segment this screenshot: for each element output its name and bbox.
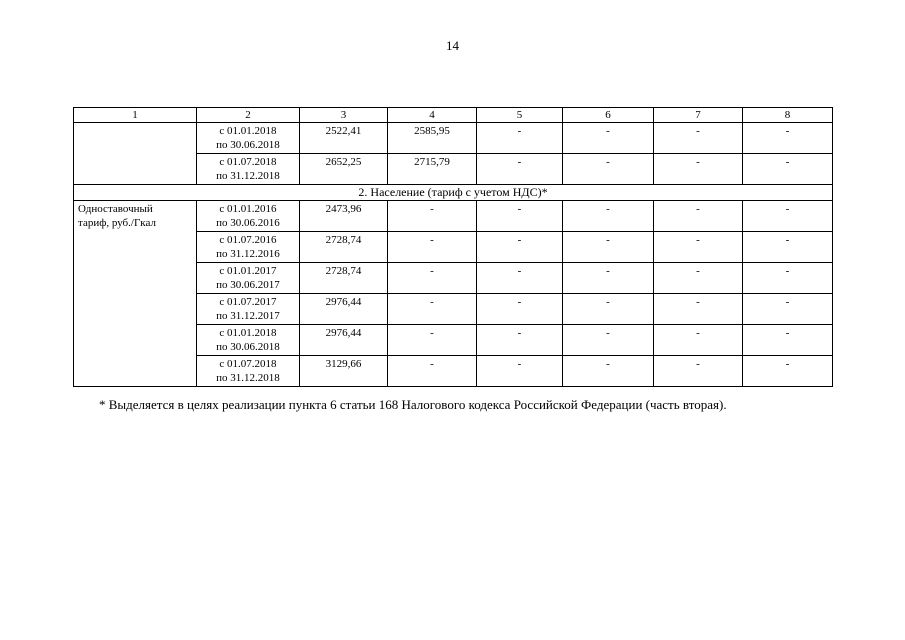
header-cell: 3 bbox=[300, 108, 388, 123]
value-cell: 2652,25 bbox=[300, 154, 388, 185]
header-cell: 4 bbox=[388, 108, 477, 123]
value-cell: 2728,74 bbox=[300, 263, 388, 294]
value-cell: 2585,95 bbox=[388, 123, 477, 154]
blank-label-cell bbox=[74, 123, 197, 185]
value-cell: - bbox=[388, 294, 477, 325]
value-cell: - bbox=[477, 123, 563, 154]
value-cell: - bbox=[743, 154, 833, 185]
value-cell: - bbox=[477, 232, 563, 263]
value-cell: - bbox=[388, 356, 477, 387]
header-cell: 7 bbox=[654, 108, 743, 123]
period-cell bbox=[197, 325, 300, 356]
header-cell: 5 bbox=[477, 108, 563, 123]
period-to: по 31.12.2017 bbox=[216, 310, 280, 322]
period-from: с 01.01.2018 bbox=[219, 327, 277, 339]
value-cell: - bbox=[654, 263, 743, 294]
value-cell: 2473,96 bbox=[300, 201, 388, 232]
period-to: по 31.12.2018 bbox=[216, 372, 280, 384]
value-cell: - bbox=[654, 356, 743, 387]
page-number: 14 bbox=[446, 38, 459, 53]
value-cell: - bbox=[563, 123, 654, 154]
value-cell: - bbox=[388, 201, 477, 232]
tariff-table-body bbox=[74, 108, 833, 387]
header-row bbox=[74, 108, 833, 123]
footnote: * Выделяется в целях реализации пункта 6 статьи 168 Налогового кодекса Российской Федерации (часть вторая). bbox=[99, 397, 727, 412]
tariff-group-label bbox=[74, 201, 197, 387]
header-cell: 2 bbox=[197, 108, 300, 123]
header-cell: 6 bbox=[563, 108, 654, 123]
value-cell: - bbox=[563, 325, 654, 356]
period-from: с 01.01.2018 bbox=[219, 125, 277, 137]
period-cell bbox=[197, 294, 300, 325]
value-cell: - bbox=[477, 294, 563, 325]
value-cell: - bbox=[477, 325, 563, 356]
period-to: по 30.06.2018 bbox=[216, 139, 280, 151]
value-cell: - bbox=[563, 154, 654, 185]
value-cell: - bbox=[388, 325, 477, 356]
value-cell: - bbox=[743, 356, 833, 387]
value-cell: 2728,74 bbox=[300, 232, 388, 263]
value-cell: 2522,41 bbox=[300, 123, 388, 154]
value-cell: - bbox=[563, 201, 654, 232]
section-title: 2. Население (тариф с учетом НДС)* bbox=[74, 185, 833, 201]
period-to: по 30.06.2017 bbox=[216, 279, 280, 291]
period-to: по 31.12.2018 bbox=[216, 170, 280, 182]
value-cell: - bbox=[477, 356, 563, 387]
period-to: по 31.12.2016 bbox=[216, 248, 280, 260]
period-cell bbox=[197, 201, 300, 232]
value-cell: 2715,79 bbox=[388, 154, 477, 185]
value-cell: - bbox=[654, 325, 743, 356]
tariff-table bbox=[73, 107, 833, 387]
value-cell: - bbox=[743, 123, 833, 154]
period-cell bbox=[197, 123, 300, 154]
value-cell: - bbox=[563, 356, 654, 387]
period-from: с 01.07.2016 bbox=[219, 234, 277, 246]
period-from: с 01.07.2017 bbox=[219, 296, 277, 308]
value-cell: - bbox=[743, 263, 833, 294]
value-cell: 2976,44 bbox=[300, 294, 388, 325]
header-cell: 1 bbox=[74, 108, 197, 123]
period-cell bbox=[197, 232, 300, 263]
period-cell bbox=[197, 154, 300, 185]
value-cell: - bbox=[654, 232, 743, 263]
value-cell: - bbox=[563, 232, 654, 263]
table-row bbox=[74, 201, 833, 232]
period-from: с 01.07.2018 bbox=[219, 358, 277, 370]
value-cell: - bbox=[477, 201, 563, 232]
value-cell: - bbox=[477, 154, 563, 185]
value-cell: - bbox=[477, 263, 563, 294]
period-from: с 01.07.2018 bbox=[219, 156, 277, 168]
value-cell: - bbox=[654, 123, 743, 154]
tariff-group-label-line: тариф, руб./Гкал bbox=[78, 217, 156, 229]
value-cell: - bbox=[743, 232, 833, 263]
period-to: по 30.06.2018 bbox=[216, 341, 280, 353]
value-cell: - bbox=[388, 232, 477, 263]
period-to: по 30.06.2016 bbox=[216, 217, 280, 229]
tariff-group-label-line: Одноставочный bbox=[78, 203, 153, 215]
value-cell: - bbox=[563, 294, 654, 325]
value-cell: - bbox=[654, 201, 743, 232]
value-cell: 3129,66 bbox=[300, 356, 388, 387]
section-row bbox=[74, 185, 833, 201]
value-cell: - bbox=[743, 201, 833, 232]
value-cell: - bbox=[654, 154, 743, 185]
value-cell: - bbox=[743, 325, 833, 356]
value-cell: 2976,44 bbox=[300, 325, 388, 356]
value-cell: - bbox=[388, 263, 477, 294]
period-cell bbox=[197, 356, 300, 387]
period-cell bbox=[197, 263, 300, 294]
header-cell: 8 bbox=[743, 108, 833, 123]
period-from: с 01.01.2016 bbox=[219, 203, 277, 215]
value-cell: - bbox=[654, 294, 743, 325]
value-cell: - bbox=[743, 294, 833, 325]
table-row bbox=[74, 123, 833, 154]
period-from: с 01.01.2017 bbox=[219, 265, 277, 277]
value-cell: - bbox=[563, 263, 654, 294]
